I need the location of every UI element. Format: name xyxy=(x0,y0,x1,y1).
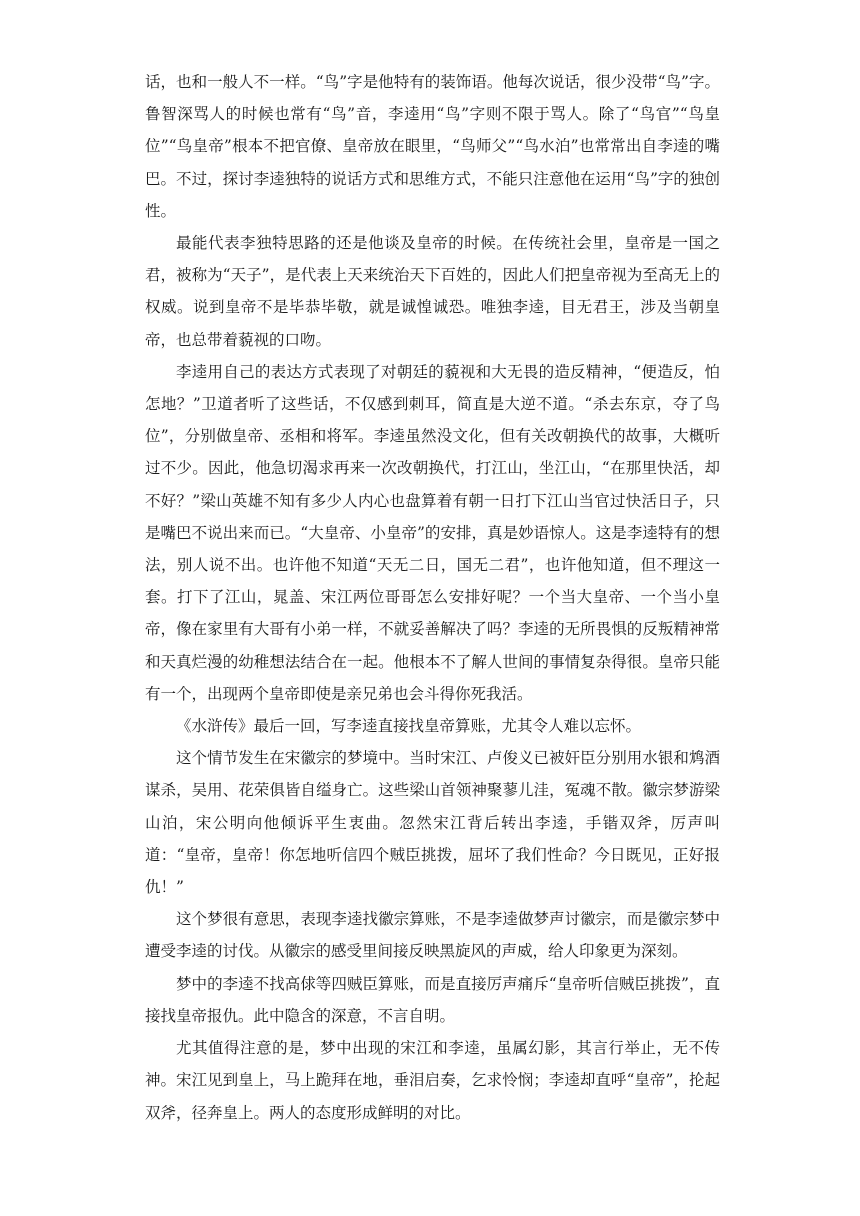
document-body xyxy=(145,66,720,1129)
paragraph-6: 这个梦很有意思，表现李逵找徽宗算账，不是李逵做梦声讨徽宗，而是徽宗梦中遭受李逵的讨伐。从徽宗的感受里间接反映黑旋风的声威，给人印象更为深刻。 xyxy=(145,910,720,961)
paragraph-8: 尤其值得注意的是，梦中出现的宋江和李逵，虽属幻影，其言行举止，无不传神。宋江见到皇上，马上跪拜在地，垂泪启奏，乞求怜悯；李逵却直呼“皇帝”，抡起双斧，径奔皇上。两人的态度形成鲜明的对比。 xyxy=(145,1039,720,1122)
paragraph-7: 梦中的李逵不找高俅等四贼臣算账，而是直接厉声痛斥“皇帝听信贼臣挑拨”，直接找皇帝报仇。此中隐含的深意，不言自明。 xyxy=(145,974,720,1025)
paragraph-1: 话，也和一般人不一样。“鸟”字是他特有的装饰语。他每次说话，很少没带“鸟”字。鲁智深骂人的时候也常有“鸟”音，李逵用“鸟”字则不限于骂人。除了“鸟官”“鸟皇位”“鸟皇帝”根本不把官僚、皇帝放在眼里，“鸟师父”“鸟水泊”也常常出自李逵的嘴巴。不过，探讨李逵独特的说话方式和思维方式，不能只注意他在运用“鸟”字的独创性。 xyxy=(145,73,720,220)
paragraph-5: 这个情节发生在宋徽宗的梦境中。当时宋江、卢俊义已被奸臣分别用水银和鸩酒谋杀，吴用、花荣俱皆自缢身亡。这些梁山首领神聚蓼儿洼，冤魂不散。徽宗梦游梁山泊，宋公明向他倾诉平生衷曲。忽然宋江背后转出李逵，手锴双斧，厉声叫道：“皇帝，皇帝！你怎地听信四个贼臣挑拨，屈坏了我们性命？今日既见，正好报仇！” xyxy=(145,749,720,897)
paragraph-2: 最能代表李独特思路的还是他谈及皇帝的时候。在传统社会里，皇帝是一国之君，被称为“天子”，是代表上天来统治天下百姓的，因此人们把皇帝视为至高无上的权威。说到皇帝不是毕恭毕敬，就是诚惶诚恐。唯独李逵，目无君王，涉及当朝皇帝，也总带着藐视的口吻。 xyxy=(145,234,720,349)
paragraph-4: 《水浒传》最后一回，写李逵直接找皇帝算账，尤其令人难以忘怀。 xyxy=(176,717,642,736)
paragraph-3: 李逵用自己的表达方式表现了对朝廷的藐视和大无畏的造反精神，“便造反，怕怎地？”卫道者听了这些话，不仅感到刺耳，简直是大逆不道。“杀去东京，夺了鸟位”，分别做皇帝、丞相和将军。李逵虽然没文化，但有关改朝换代的故事，大概听过不少。因此，他急切渴求再来一次改朝换代，打江山，坐江山，“在那里快活，却不好？”梁山英雄不知有多少人内心也盘算着有朝一日打下江山当官过快活日子，只是嘴巴不说出来而已。“大皇帝、小皇帝”的安排，真是妙语惊人。这是李逵特有的想法，别人说不出。也许他不知道“天无二日，国无二君”，也许他知道，但不理这一套。打下了江山，晁盖、宋江两位哥哥怎么安排好呢？一个当大皇帝、一个当小皇帝，像在家里有大哥有小弟一样，不就妥善解决了吗？李逵的无所畏惧的反叛精神常和天真烂漫的幼稚想法结合在一起。他根本不了解人世间的事情复杂得很。皇帝只能有一个，出现两个皇帝即使是亲兄弟也会斗得你死我活。 xyxy=(145,362,720,703)
